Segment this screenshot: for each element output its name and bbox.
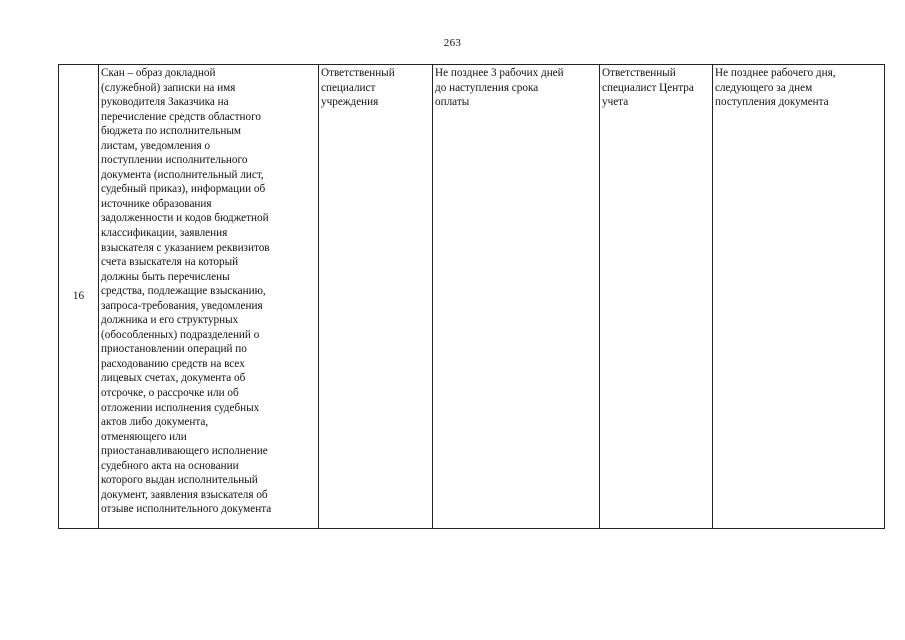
responsible-person: Ответственный специалист учреждения <box>321 67 395 109</box>
receiver-cell <box>600 65 713 529</box>
document-description: Скан – образ докладной (служебной) записки на имя руководителя Заказчика на перечисление средств областного бюджета по исполнительным листам, уведомления о поступлении исполнительного документа (исполнительный лист, судебный приказ), информации об источнике образования задолженности и кодов бюджетной классификации, заявления взыскателя с указанием реквизитов счета взыскателя на который должны быть перечислены средства, подлежащие взысканию, запроса-требования, уведомления должника и его структурных (обособленных) подразделений о приостановлении операций по расходованию средств на всех лицевых счетах, документа об отсрочке, о рассрочке или об отложении исполнения судебных актов либо документа, отменяющего или приостанавливающего исполнение судебного акта на основании которого выдан исполнительный документ, заявления взыскателя об отзыве исполнительного документа <box>101 67 272 516</box>
deadline-cell <box>433 65 600 529</box>
table-row <box>59 65 885 529</box>
row-number: 16 <box>72 290 85 303</box>
page-number: 263 <box>443 37 462 49</box>
receive-deadline-cell <box>713 65 885 529</box>
document-cell <box>99 65 319 529</box>
submission-deadline: Не позднее 3 рабочих дней до наступления срока оплаты <box>435 67 564 109</box>
receiver-person: Ответственный специалист Центра учета <box>602 67 694 109</box>
document-table <box>58 64 885 529</box>
processing-deadline: Не позднее рабочего дня, следующего за днем поступления документа <box>715 67 836 109</box>
row-number-cell <box>59 65 99 529</box>
responsible-cell <box>319 65 433 529</box>
